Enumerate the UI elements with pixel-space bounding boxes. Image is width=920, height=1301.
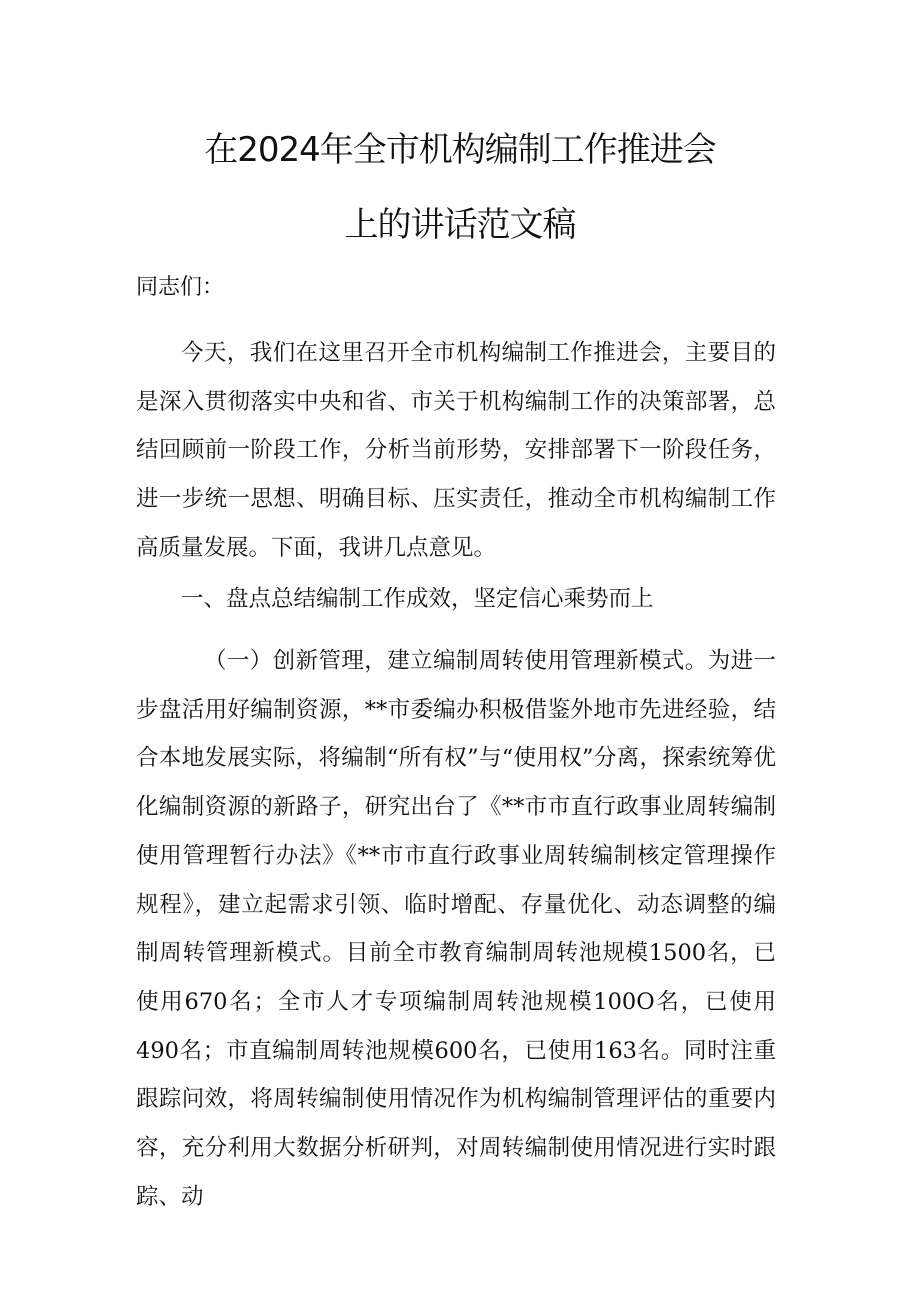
document-title-line-2: 上的讲话范文稿 [344,205,576,245]
section-heading: 一、盘点总结编制工作成效，坚定信心乘势而上 [181,586,654,612]
salutation: 同志们： [136,275,225,300]
paragraph-section-1: （一）创新管理，建立编制周转使用管理新模式。为进一步盘活用好编制资源，**市委编办积极借鉴外地市先进经验，结合本地发展实际，将编制“所有权”与“使用权”分离，探索统筹优化编制资源的新路子，研究出台了《**市市直行政事业周转编制使用管理暂行办法》《**市市直行政事业周转编制核定管理操作规程》，建立起需求引领、临时增配、存量优化、动态调整的编制周转管理新模式。目前全市教育编制周转池规模1500名，已使用670名；全市人才专项编制周转池规模100O名，已使用490名；市直编制周转池规模600名，已使用163名。同时注重跟踪问效，将周转编制使用情况作为机构编制管理评估的重要内容，充分利用大数据分析研判，对周转编制使用情况进行实时跟踪、动 [136,648,776,1210]
paragraph-opening: 今天，我们在这里召开全市机构编制工作推进会，主要目的是深入贯彻落实中央和省、市关于机构编制工作的决策部署，总结回顾前一阶段工作，分析当前形势，安排部署下一阶段任务，进一步统一思想、明确目标、压实责任，推动全市机构编制工作高质量发展。下面，我讲几点意见。 [136,340,776,561]
document-title-line-1: 在2024年全市机构编制工作推进会 [204,130,716,170]
